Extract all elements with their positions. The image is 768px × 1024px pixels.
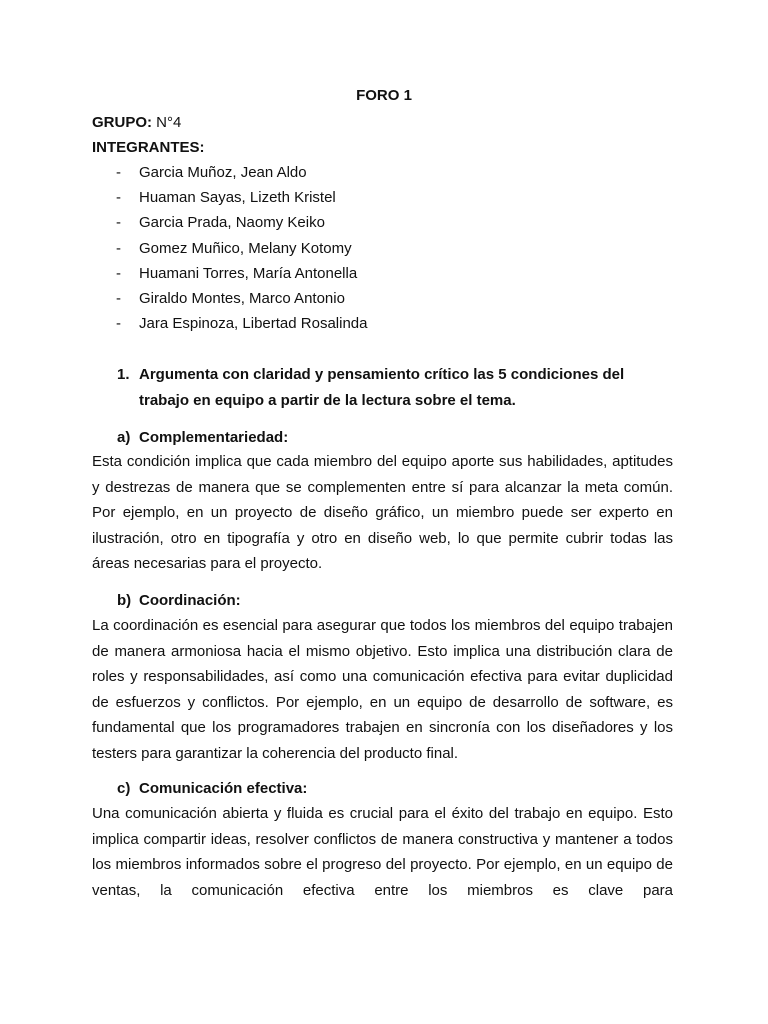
section-letter: c) xyxy=(117,780,131,797)
member-name: Garcia Muñoz, Jean Aldo xyxy=(139,164,307,181)
section-heading-coordinacion xyxy=(117,592,241,609)
section-body-complementariedad: Esta condición implica que cada miembro del equipo aporte sus habilidades, aptitudes y destrezas de manera que se complementen entre sí para alcanzar la meta común. Por ejemplo, en un proyecto de diseño gráfico, un miembro puede ser experto en ilustración, otro en tipografía y otro en diseño web, lo que permite cubrir todas las áreas necesarias para el proyecto. xyxy=(92,453,673,572)
section-letter: a) xyxy=(117,429,131,446)
group-label: GRUPO: xyxy=(92,114,152,131)
section-title: Complementariedad: xyxy=(139,429,289,446)
document-title: FORO 1 xyxy=(356,87,412,104)
member-dash: - xyxy=(116,240,121,257)
group-line xyxy=(92,114,181,131)
member-name: Huaman Sayas, Lizeth Kristel xyxy=(139,189,336,206)
member-dash: - xyxy=(116,214,121,231)
question-number: 1. xyxy=(117,366,130,383)
members-label: INTEGRANTES: xyxy=(92,139,205,156)
member-dash: - xyxy=(116,189,121,206)
section-letter: b) xyxy=(117,592,132,609)
section-heading-comunicacion xyxy=(117,780,307,797)
section-heading-complementariedad xyxy=(117,429,288,446)
member-name: Huamani Torres, María Antonella xyxy=(139,265,358,282)
question-1 xyxy=(117,362,662,413)
member-name: Giraldo Montes, Marco Antonio xyxy=(139,290,345,307)
section-title: Coordinación: xyxy=(139,592,241,609)
section-body-comunicacion: Una comunicación abierta y fluida es crucial para el éxito del trabajo en equipo. Esto implica compartir ideas, resolver conflictos de manera constructiva y mantener a todos los miembros informados sobre el progreso del proyecto. Por ejemplo, en un equipo de ventas, la comunicación efectiva entre los miembros es clave para xyxy=(92,805,673,899)
section-title: Comunicación efectiva: xyxy=(139,780,308,797)
member-name: Gomez Muñico, Melany Kotomy xyxy=(139,240,352,257)
question-text: Argumenta con claridad y pensamiento crítico las 5 condiciones del trabajo en equipo a partir de la lectura sobre el tema. xyxy=(139,366,625,409)
member-name: Jara Espinoza, Libertad Rosalinda xyxy=(139,315,368,332)
member-dash: - xyxy=(116,315,121,332)
member-dash: - xyxy=(116,290,121,307)
section-body-coordinacion: La coordinación es esencial para asegurar que todos los miembros del equipo trabajen de manera armoniosa hacia el mismo objetivo. Esto implica una distribución clara de roles y responsabilidades, así como una comunicación efectiva para evitar duplicidad de esfuerzos y conflictos. Por ejemplo, en un equipo de desarrollo de software, es fundamental que los programadores trabajen en sincronía con los diseñadores y los testers para garantizar la coherencia del producto final. xyxy=(92,617,673,762)
member-name: Garcia Prada, Naomy Keiko xyxy=(139,214,325,231)
member-dash: - xyxy=(116,265,121,282)
member-dash: - xyxy=(116,164,121,181)
group-value: N°4 xyxy=(152,114,182,131)
